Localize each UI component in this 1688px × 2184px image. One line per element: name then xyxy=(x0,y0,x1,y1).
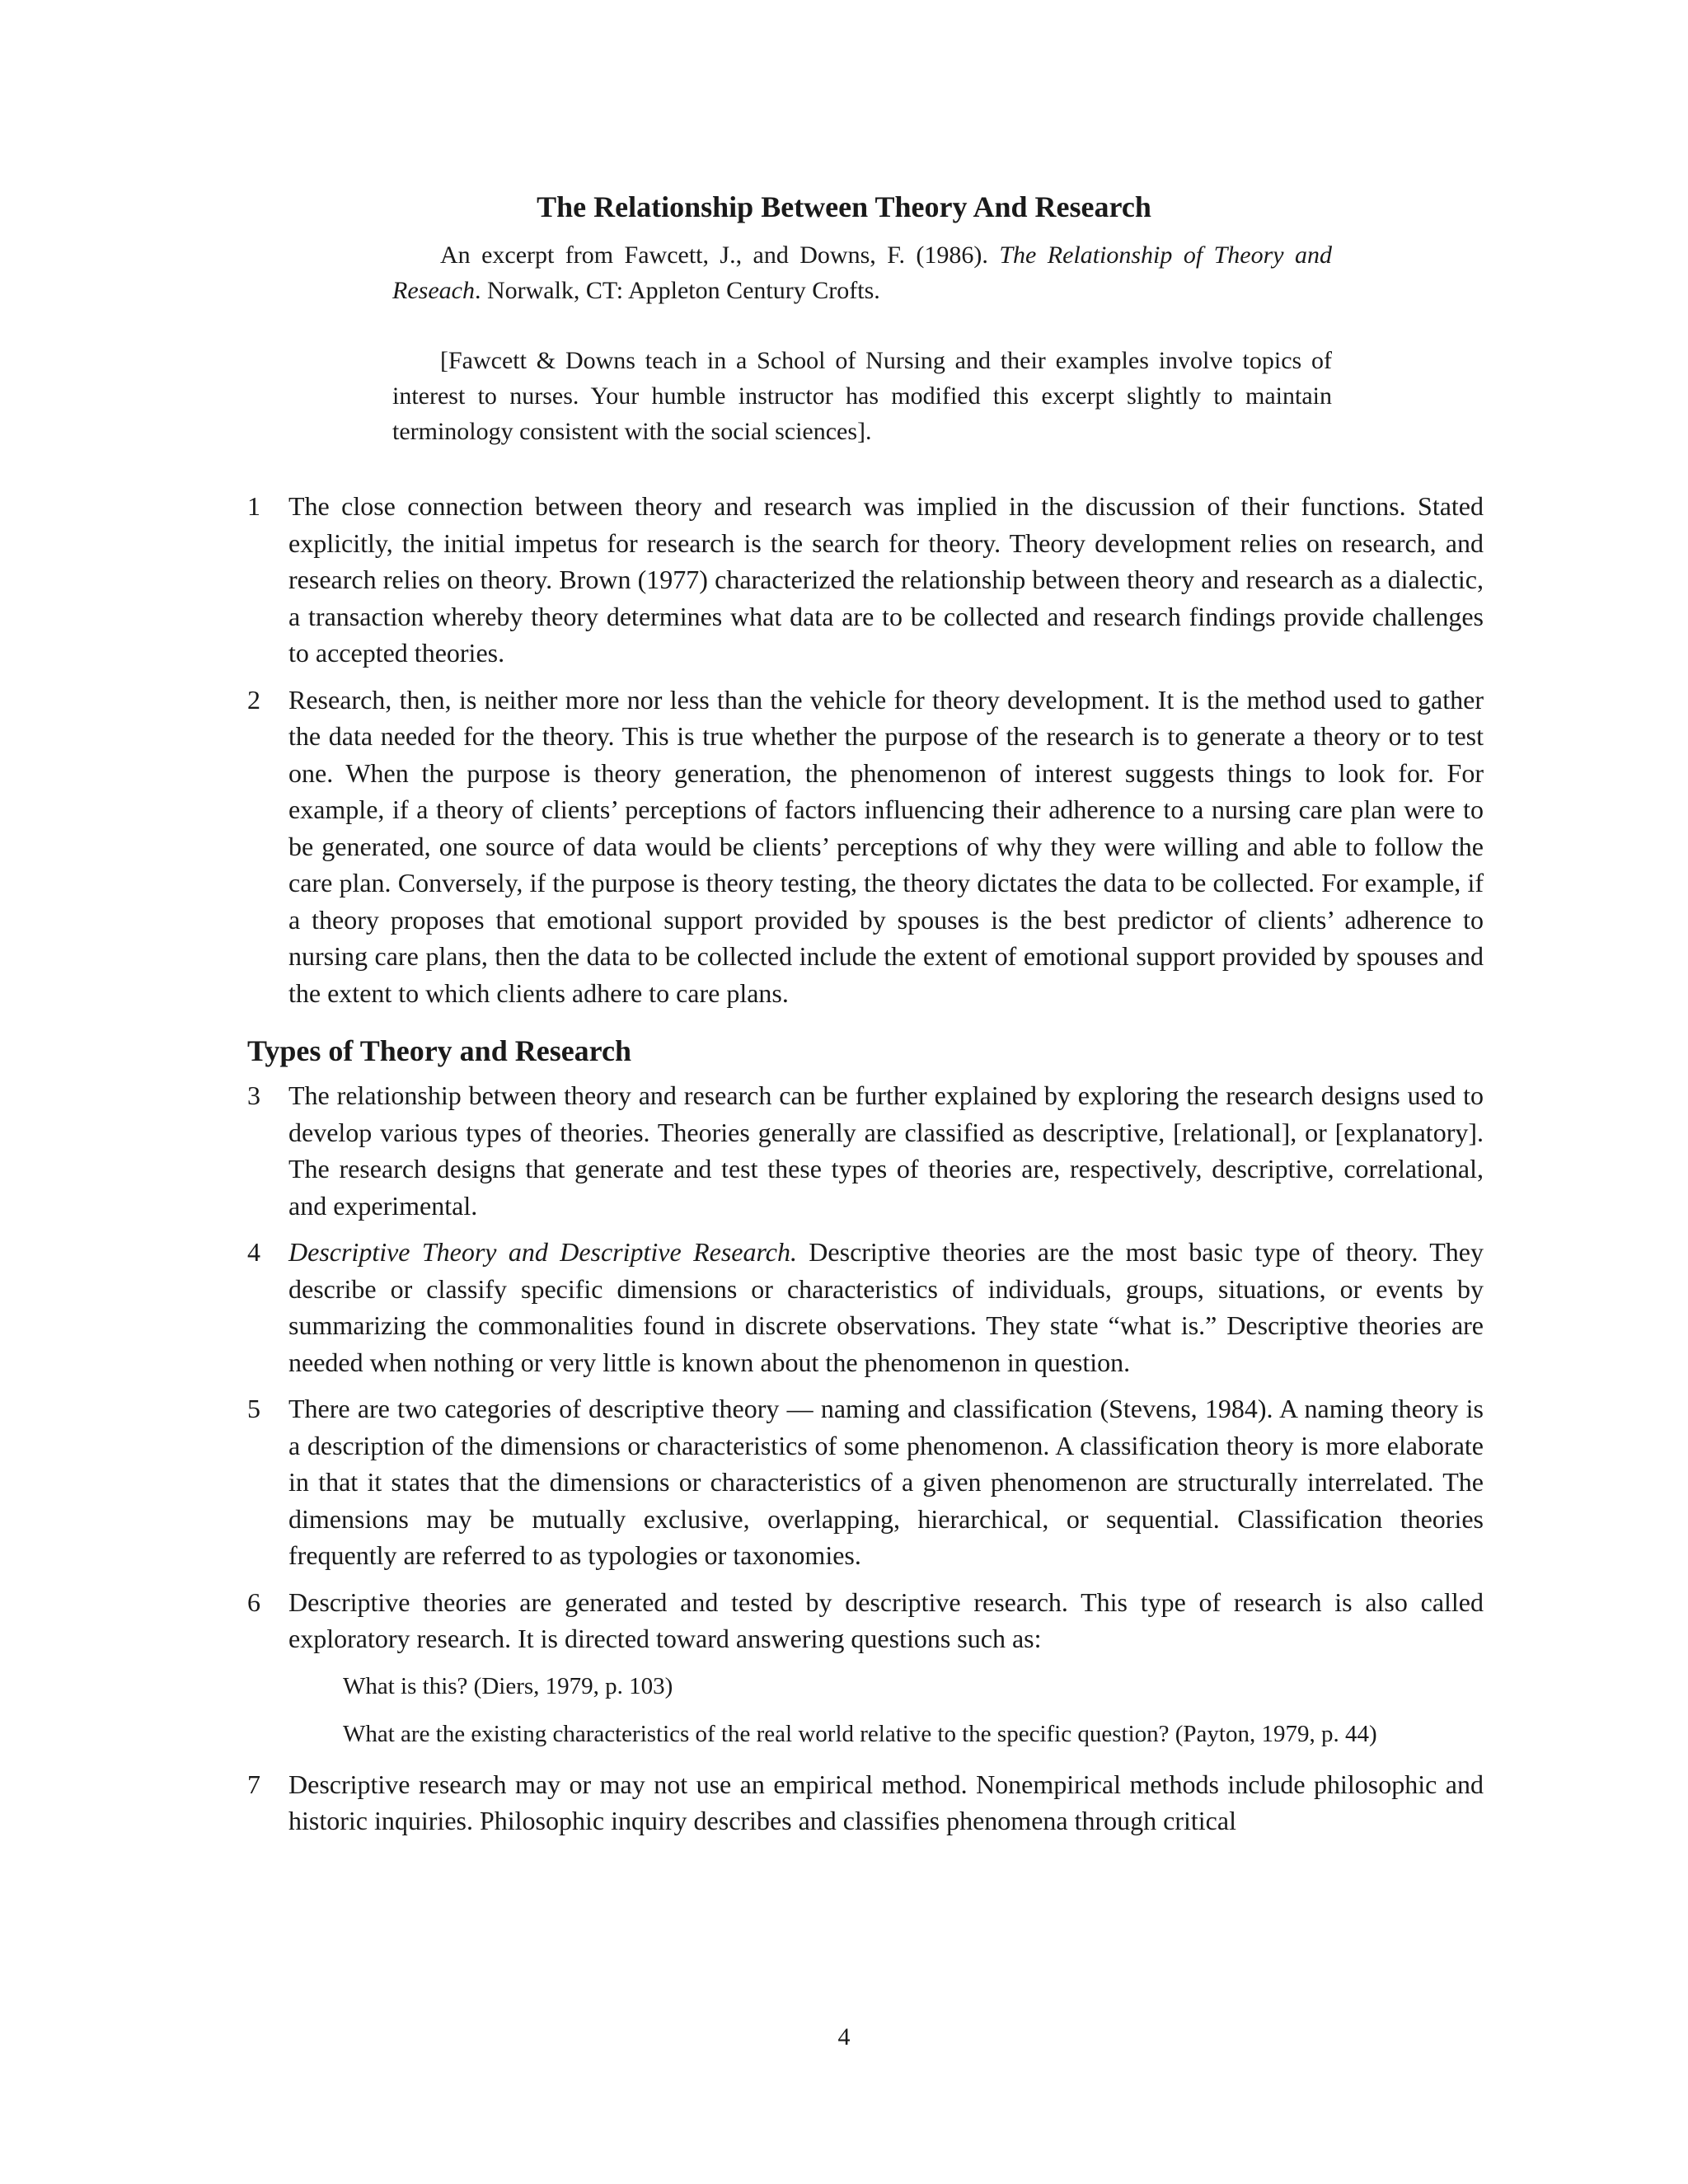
paragraph-5 xyxy=(247,1390,1484,1574)
paragraph-7 xyxy=(247,1766,1484,1840)
paragraph-number: 3 xyxy=(247,1080,260,1110)
paragraph-4 xyxy=(247,1234,1484,1380)
citation-work-title: The Relationship of Theory and Reseach xyxy=(392,241,1332,304)
paragraph-6 xyxy=(247,1584,1484,1657)
paragraph-number: 5 xyxy=(247,1394,260,1423)
paragraph-number: 1 xyxy=(247,491,260,521)
editor-note: [Fawcett & Downs teach in a School of Nursing and their examples involve topics of interest to nurses. Your humble instructor has modified this excerpt slightly to maintain terminology consistent with the social sciences]. xyxy=(392,347,1332,445)
paragraph-number: 4 xyxy=(247,1237,260,1267)
document-title: The Relationship Between Theory And Research xyxy=(537,190,1151,223)
citation-suffix: . Norwalk, CT: Appleton Century Crofts. xyxy=(474,277,880,304)
page-number: 4 xyxy=(837,2023,851,2050)
paragraph-text: Descriptive research may or may not use an empirical method. Nonempirical methods include philosophic and historic inquiries. Philosophic inquiry describes and classifies phenomena through critical xyxy=(288,1769,1484,1835)
paragraph-text: Research, then, is neither more nor less than the vehicle for theory development. It is the method used to gather the data needed for the theory. This is true whether the purpose of the research is to generate a theory or to test one. When the purpose is theory generation, the phenomenon of interest suggests things to look for. For example, if a theory of clients’ perceptions of factors influencing their adherence to a nursing care plan were to be generated, one source of data would be clients’ perceptions of why they were willing and able to follow the care plan. Conversely, if the purpose is theory testing, the theory dictates the data to be collected. For example, if a theory proposes that emotional support provided by spouses is the best predictor of clients’ adherence to nursing care plans, then the data to be collected include the extent of emotional support provided by spouses and the extent to which clients adhere to care plans. xyxy=(288,684,1484,1008)
paragraph-lead: Descriptive Theory and Descriptive Research. xyxy=(288,1237,797,1267)
citation-prefix: An excerpt from Fawcett, J., and Downs, F. (1986). xyxy=(440,241,1000,269)
citation xyxy=(392,237,1332,308)
section-heading: Types of Theory and Research xyxy=(247,1034,632,1067)
paragraph-text: There are two categories of descriptive theory — naming and classification (Stevens, 1984). A naming theory is a description of the dimensions or characteristics of some phenomenon. A classification theory is more elaborate in that it states that the dimensions or characteristics of a given phenomenon are structurally interrelated. The dimensions may be mutually exclusive, overlapping, hierarchical, or sequential. Classification theories frequently are referred to as typologies or taxonomies. xyxy=(288,1394,1484,1570)
paragraph-text: The close connection between theory and research was implied in the discussion of their functions. Stated explicitly, the initial impetus for research is the search for theory. Theory development relies on research, and research relies on theory. Brown (1977) characterized the relationship between theory and research as a dialectic, a transaction whereby theory determines what data are to be collected and research findings provide challenges to accepted theories. xyxy=(288,491,1484,668)
paragraph-text: The relationship between theory and research can be further explained by exploring the research designs used to develop various types of theories. Theories generally are classified as descriptive, [relational], or [explanatory]. The research designs that generate and test these types of theories are, respectively, descriptive, correlational, and experimental. xyxy=(288,1080,1484,1221)
paragraph-number: 6 xyxy=(247,1586,260,1617)
paragraph-2 xyxy=(247,682,1484,1012)
paragraph-number: 7 xyxy=(247,1769,260,1799)
quote-2: What are the existing characteristics of the real world relative to the specific question? (Payton, 1979, p. 44) xyxy=(343,1720,1377,1747)
paragraph-text: Descriptive theories are generated and tested by descriptive research. This type of research is also called exploratory research. It is directed toward answering questions such as: xyxy=(288,1586,1484,1653)
paragraph-number: 2 xyxy=(247,684,260,715)
quote-1: What is this? (Diers, 1979, p. 103) xyxy=(343,1672,673,1699)
paragraph-text: Descriptive theories are the most basic type of theory. They describe or classify specific dimensions or characteristics of individuals, groups, situations, or events by summarizing the commonalities found in discrete observations. They state “what is.” Descriptive theories are needed when nothing or very little is known about the phenomenon in question. xyxy=(288,1237,1484,1377)
paragraph-3 xyxy=(247,1077,1484,1224)
body-text xyxy=(247,488,1484,1840)
paragraph-1 xyxy=(247,488,1484,672)
